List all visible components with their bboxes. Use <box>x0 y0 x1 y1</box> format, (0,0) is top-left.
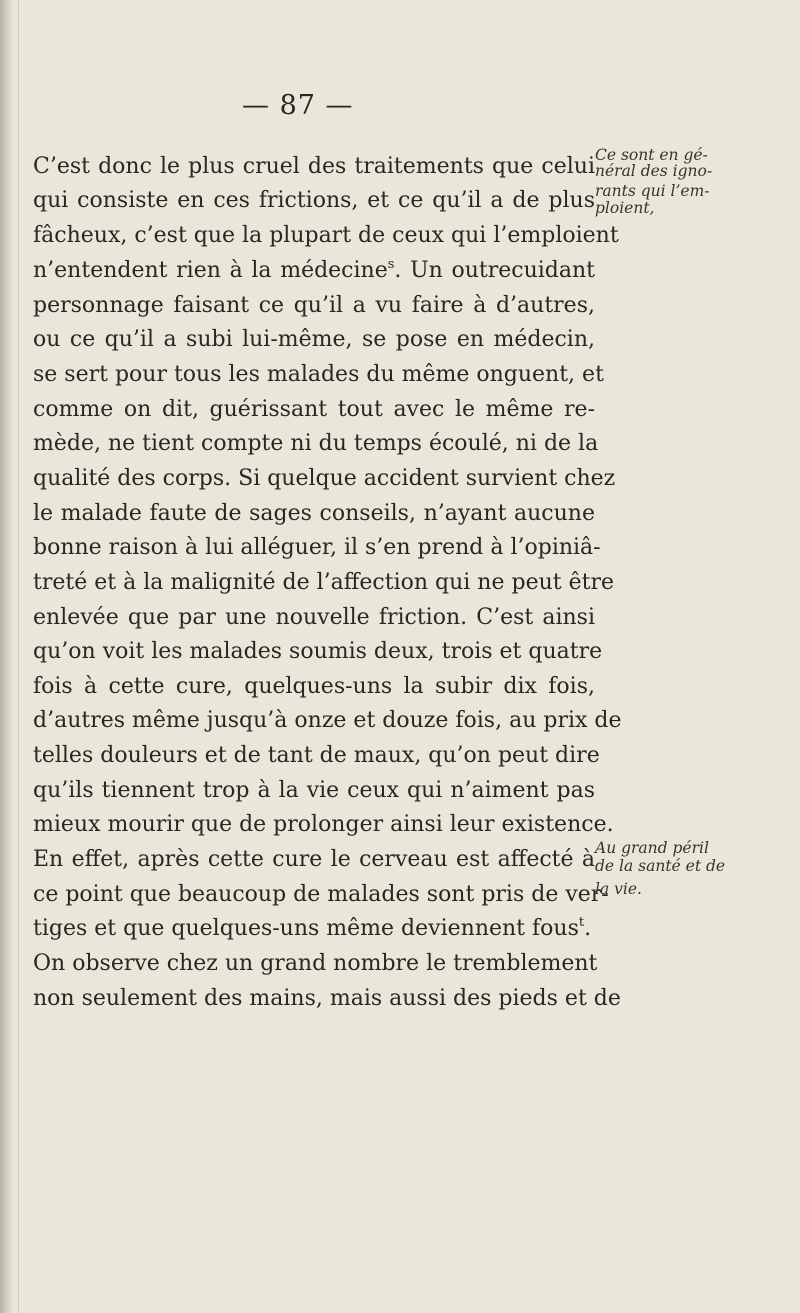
text-line: ce point que beaucoup de malades sont pris de ver- <box>33 882 609 907</box>
text-line: n’entendent rien à la médecine$^s$. Un outrecuidant <box>33 257 595 283</box>
text-line: On observe chez un grand nombre le tremblement <box>33 951 598 976</box>
text-line: bonne raison à lui alléguer, il s’en prend à l’opiniâ- <box>33 535 601 560</box>
text-line: le malade faute de sages conseils, n’ayant aucune <box>33 501 595 526</box>
text-line: qualité des corps. Si quelque accident survient chez <box>33 466 616 491</box>
text-line: treté et à la malignité de l’affection qui ne peut être <box>33 570 614 595</box>
margin-note-line: ploient, <box>595 199 655 217</box>
text-line: qu’on voit les malades soumis deux, trois et quatre <box>33 639 603 664</box>
text-line: fâcheux, c’est que la plupart de ceux qui l’emploient <box>33 223 619 248</box>
text-line: d’autres même jusqu’à onze et douze fois, au prix de <box>33 708 622 733</box>
text-line: fois à cette cure, quelques-uns la subir dix fois, <box>33 674 595 699</box>
text-line: personnage faisant ce qu’il a vu faire à d’autres, <box>33 293 595 318</box>
text-line: telles douleurs et de tant de maux, qu’on peut dire <box>33 743 600 768</box>
margin-note-line: rants qui l’em- <box>595 182 710 200</box>
text-line: C’est donc le plus cruel des traitements que celui <box>33 154 595 179</box>
margin-note-line: de la santé et de <box>595 857 726 875</box>
footnote-marker: t <box>578 915 585 930</box>
text-line: se sert pour tous les malades du même onguent, et <box>33 362 604 387</box>
margin-note-line: néral des igno- <box>595 162 713 180</box>
margin-note-line: Ce sont en gé- <box>595 146 708 164</box>
page-edge-line <box>18 0 19 1313</box>
text-line: mieux mourir que de prolonger ainsi leur existence. <box>33 812 614 837</box>
text-line: comme on dit, guérissant tout avec le même re- <box>33 397 595 422</box>
text-line: qu’ils tiennent trop à la vie ceux qui n’aiment pas <box>33 778 595 803</box>
text-line: non seulement des mains, mais aussi des pieds et de <box>33 986 621 1011</box>
text-line: tiges et que quelques-uns même deviennent fous$^t$. <box>33 915 592 941</box>
text-line: En effet, après cette cure le cerveau est affecté à <box>33 847 595 872</box>
text-line: ou ce qu’il a subi lui-même, se pose en médecin, <box>33 327 595 352</box>
book-spine-shadow <box>0 0 12 1313</box>
page-number: — 87 — <box>242 90 354 121</box>
text-line: mède, ne tient compte ni du temps écoulé, ni de la <box>33 431 599 456</box>
text-line: qui consiste en ces frictions, et ce qu’il a de plus <box>33 188 595 213</box>
margin-note-line: la vie. <box>595 880 642 898</box>
margin-note-line: Au grand péril <box>595 839 709 857</box>
footnote-marker: s <box>387 257 395 272</box>
text-line: enlevée que par une nouvelle friction. C’est ainsi <box>33 605 595 630</box>
